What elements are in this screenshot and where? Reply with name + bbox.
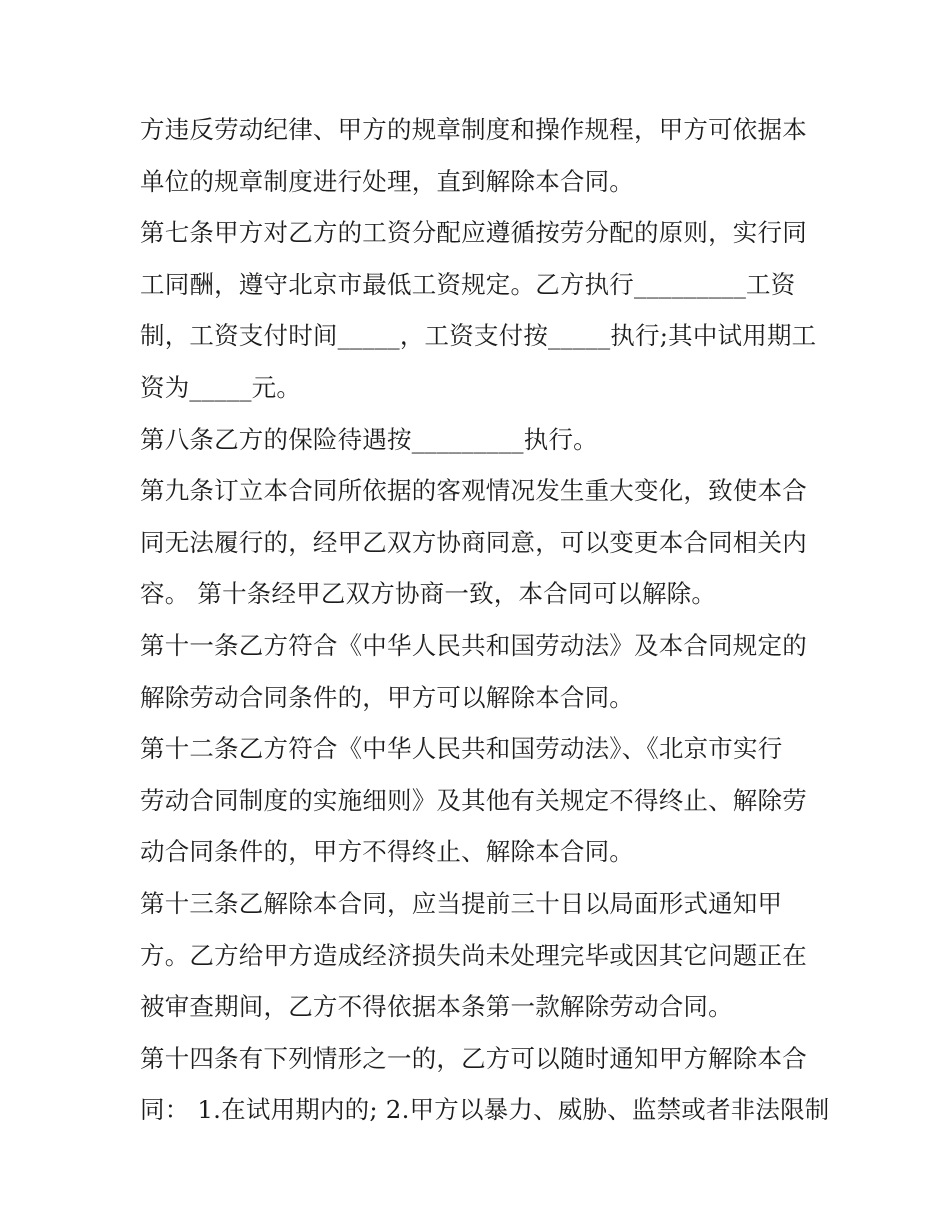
text-line: 第八条乙方的保险待遇按_________执行。 xyxy=(140,424,598,454)
text-line: 单位的规章制度进行处理，直到解除本合同。 xyxy=(140,166,634,196)
document-body xyxy=(140,104,830,1136)
text-line: 方违反劳动纪律、甲方的规章制度和操作规程，甲方可依据本 xyxy=(140,115,807,144)
text-line: 解除劳动合同条件的，甲方可以解除本合同。 xyxy=(140,682,634,712)
text-line: 容。 第十条经甲乙双方协商一致，本合同可以解除。 xyxy=(140,579,717,609)
text-line: 第十一条乙方符合《中华人民共和国劳动法》及本合同规定的 xyxy=(140,630,807,660)
text-line: 被审查期间，乙方不得依据本条第一款解除劳动合同。 xyxy=(140,992,733,1022)
text-line: 第九条订立本合同所依据的客观情况发生重大变化，致使本合 xyxy=(140,476,807,506)
text-line: 方。乙方给甲方造成经济损失尚未处理完毕或因其它问题正在 xyxy=(140,940,807,970)
text-line: 同无法履行的，经甲乙双方协商同意，可以变更本合同相关内 xyxy=(140,527,807,557)
text-line: 同： 1.在试用期内的; 2.甲方以暴力、威胁、监禁或者非法限制 xyxy=(140,1095,830,1125)
text-line: 资为_____元。 xyxy=(140,372,302,402)
text-line: 工同酬，遵守北京市最低工资规定。乙方执行_________工资 xyxy=(140,269,796,299)
text-line: 第七条甲方对乙方的工资分配应遵循按劳分配的原则，实行同 xyxy=(140,218,807,248)
text-line: 动合同条件的，甲方不得终止、解除本合同。 xyxy=(140,837,634,867)
text-line: 第十四条有下列情形之一的，乙方可以随时通知甲方解除本合 xyxy=(140,1043,807,1073)
text-line: 第十二条乙方符合《中华人民共和国劳动法》、《北京市实行 xyxy=(140,734,783,764)
text-line: 劳动合同制度的实施细则》及其他有关规定不得终止、解除劳 xyxy=(140,785,807,815)
text-line: 第十三条乙解除本合同，应当提前三十日以局面形式通知甲 xyxy=(140,888,783,918)
text-line: 制，工资支付时间_____，工资支付按_____执行;其中试用期工 xyxy=(140,321,817,351)
